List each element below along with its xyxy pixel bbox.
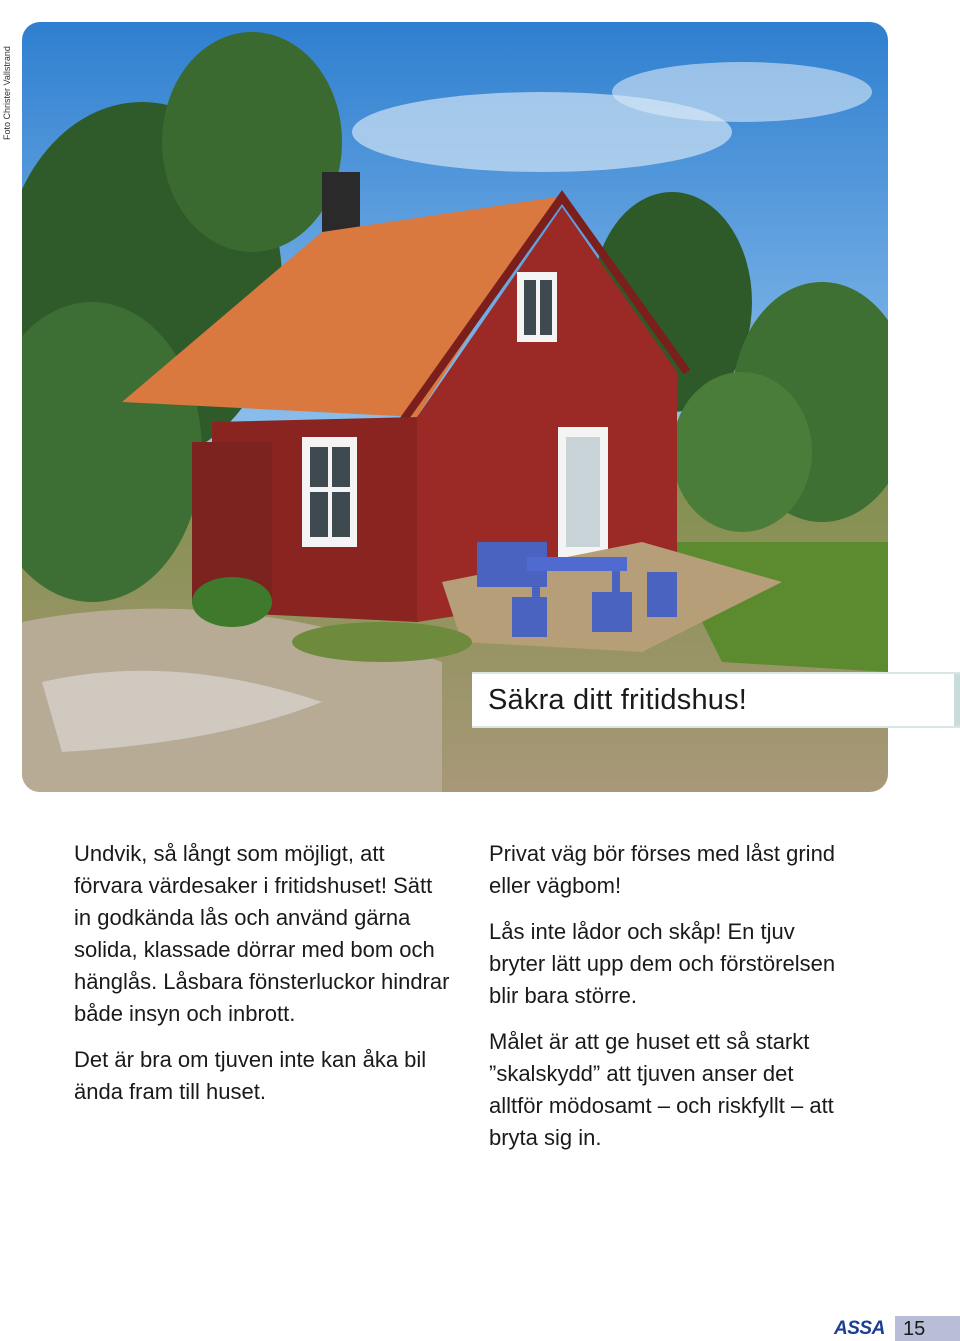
title-banner (472, 672, 960, 728)
page-title: Säkra ditt fritidshus! (488, 684, 748, 716)
left-paragraph-2: Det är bra om tjuven inte kan åka bil ända fram till huset. (74, 1047, 427, 1104)
right-paragraph-1: Privat väg bör förses med låst grind eller vägbom! (489, 841, 836, 898)
right-paragraph-3: Målet är att ge huset ett så starkt ”skalskydd” att tjuven anser det alltför mödosamt – och riskfyllt – att bryta sig in. (489, 1029, 834, 1150)
right-paragraph-2: Lås inte lådor och skåp! En tjuv bryter lätt upp dem och förstörelsen blir bara större. (489, 919, 836, 1008)
assa-logo: ASSA (834, 1318, 885, 1339)
banner-accent-tab (954, 674, 960, 726)
photo-credit: Foto Christer Vallstrand (2, 46, 12, 140)
right-text-column (489, 838, 849, 1168)
page-number: 15 (903, 1318, 926, 1340)
left-text-column (74, 838, 454, 1122)
left-paragraph-1: Undvik, så långt som möjligt, att förvara värdesaker i fritidshuset! Sätt in godkända lås och använd gärna solida, klassade dörrar med bom och hänglås. Låsbara fönsterluckor hindrar både insyn och inbrott. (74, 841, 450, 1026)
